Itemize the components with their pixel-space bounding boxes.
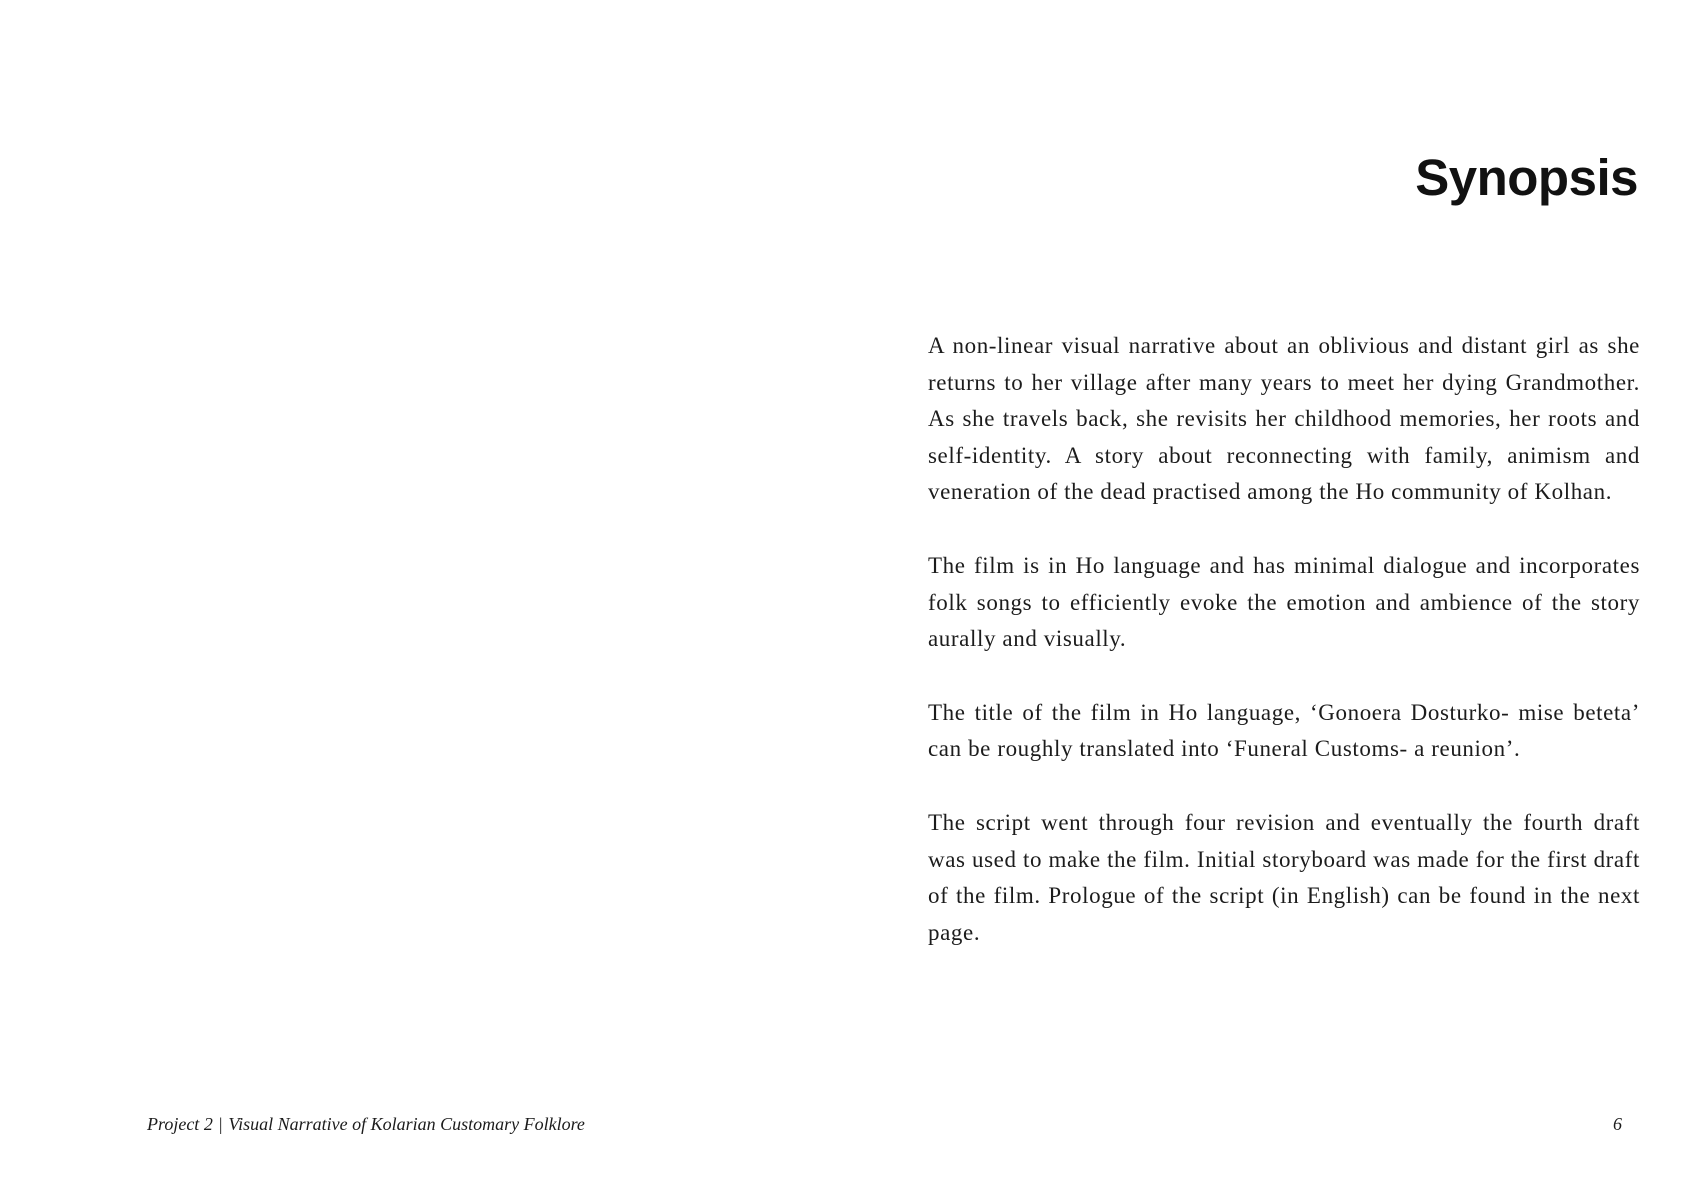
page-number: 6 (1613, 1114, 1622, 1134)
footer-project: Project 2 (147, 1114, 213, 1134)
running-footer (147, 1114, 585, 1135)
paragraph-4: The script went through four revision and eventually the fourth draft was used to make the film. Initial storyboard was made for the first draft of the film. Prologue of the script (in English) can be found in the next page. (928, 809, 1640, 945)
paragraph-1: A non-linear visual narrative about an oblivious and distant girl as she returns to her village after many years to meet her dying Grandmother. As she travels back, she revisits her childhood memories, her roots and self-identity. A story about reconnecting with family, animism and veneration of the dead practised among the Ho community of Kolhan. (928, 333, 1640, 505)
footer-separator: | (218, 1114, 223, 1134)
synopsis-body (928, 328, 1640, 988)
page-title: Synopsis (1415, 149, 1638, 206)
paragraph-2: The film is in Ho language and has minimal dialogue and incorporates folk songs to efficiently evoke the emotion and ambience of the story aurally and visually. (928, 552, 1640, 652)
footer-subtitle: Visual Narrative of Kolarian Customary Folklore (228, 1114, 585, 1134)
paragraph-3: The title of the film in Ho language, ‘Gonoera Dosturko- mise beteta’ can be roughly translated into ‘Funeral Customs- a reunion’. (928, 699, 1640, 762)
